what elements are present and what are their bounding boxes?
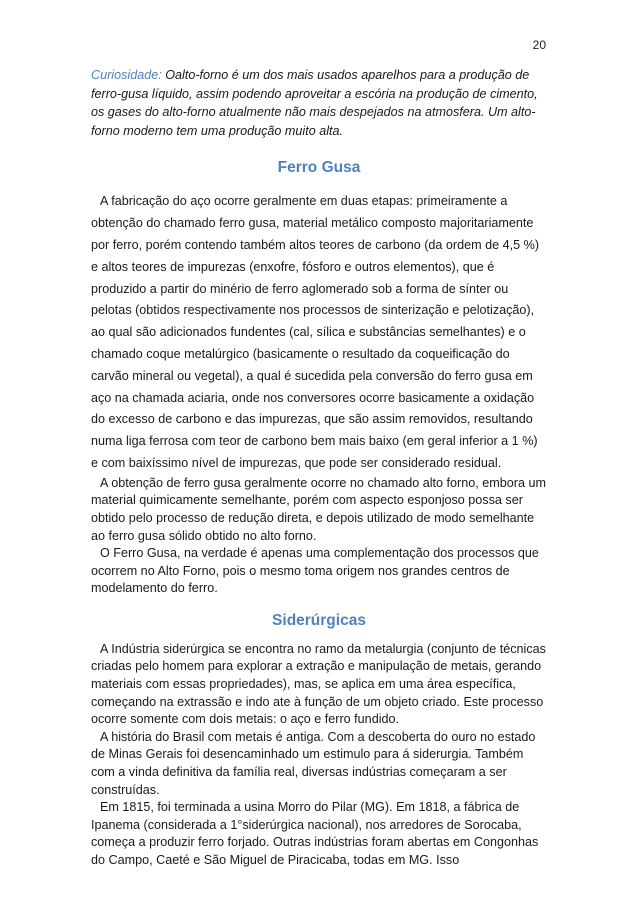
siderurgicas-paragraph-2: A história do Brasil com metais é antiga. Com a descoberta do ouro no estado de Minas Gerais foi desencaminhado um estimulo para á siderurgia. Também com a vinda definitiva da família real, diversas indústrias começaram a ser construídas. bbox=[91, 729, 536, 797]
page-content bbox=[91, 66, 547, 870]
ferro-gusa-paragraph-1: A fabricação do aço ocorre geralmente em duas etapas: primeiramente a obtenção do chamado ferro gusa, material metálico composto majoritariamente por ferro, porém contendo também altos teores de carbono (da ordem de 4,5 %) e altos teores de impurezas (enxofre, fósforo e outros elementos), que é produzido a partir do minério de ferro aglomerado sob a forma de sínter ou pelotas (obtidos respectivamente nos processos de sinterização e pelotização), ao qual são adicionados fundentes (cal, sílica e substâncias semelhantes) e o chamado coque metalúrgico (basicamente o resultado da coqueificação do carvão mineral ou vegetal), a qual é sucedida pela conversão do ferro gusa em aço na chamada aciaria, onde nos conversores ocorre basicamente a oxidação do excesso de carbono e das impurezas, que são assim removidos, resultando numa liga ferrosa com teor de carbono bem mais baixo (em geral inferior a 1 %) e com baixíssimo nível de impurezas, que pode ser considerado residual. bbox=[91, 194, 540, 470]
ferro-gusa-paragraph-2: A obtenção de ferro gusa geralmente ocorre no chamado alto forno, embora um material quimicamente semelhante, porém com aspecto esponjoso possa ser obtido pelo processo de redução direta, e depois utilizado de modo semelhante ao ferro gusa sólido obtido no alto forno. bbox=[91, 475, 546, 543]
curiosity-text: Oalto-forno é um dos mais usados aparelhos para a produção de ferro-gusa líquido, assim podendo aproveitar a escória na produção de cimento, os gases do alto-forno atualmente não mais despejados na atmosfera. Um alto-forno moderno tem uma produção muito alta. bbox=[91, 68, 538, 138]
section-title-ferro-gusa: Ferro Gusa bbox=[277, 159, 361, 177]
page-number: 20 bbox=[532, 38, 546, 52]
curiosity-note bbox=[91, 66, 547, 140]
ferro-gusa-paragraph-3: O Ferro Gusa, na verdade é apenas uma complementação dos processos que ocorrem no Alto Forno, pois o mesmo toma origem nos grandes centros de modelamento do ferro. bbox=[91, 546, 539, 596]
siderurgicas-paragraph-1: A Indústria siderúrgica se encontra no ramo da metalurgia (conjunto de técnicas criadas pelo homem para explorar a extração e manipulação de metais, gerando materiais com essas propriedades), mas, se aplica em uma área específica, começando na extrassão e indo ate à função de um objeto criado. Este processo ocorre somente com dois metais: o aço e ferro fundido. bbox=[91, 641, 546, 727]
section-title-siderurgicas: Siderúrgicas bbox=[272, 611, 366, 629]
siderurgicas-paragraph-3: Em 1815, foi terminada a usina Morro do Pilar (MG). Em 1818, a fábrica de Ipanema (considerada a 1°siderúrgica nacional), nos arredores de Sorocaba, começa a produzir ferro forjado. Outras indústrias foram abertas em Congonhas do Campo, Caeté e São Miguel de Piracicaba, todas em MG. Isso bbox=[91, 800, 539, 868]
curiosity-label: Curiosidade: bbox=[91, 68, 162, 82]
